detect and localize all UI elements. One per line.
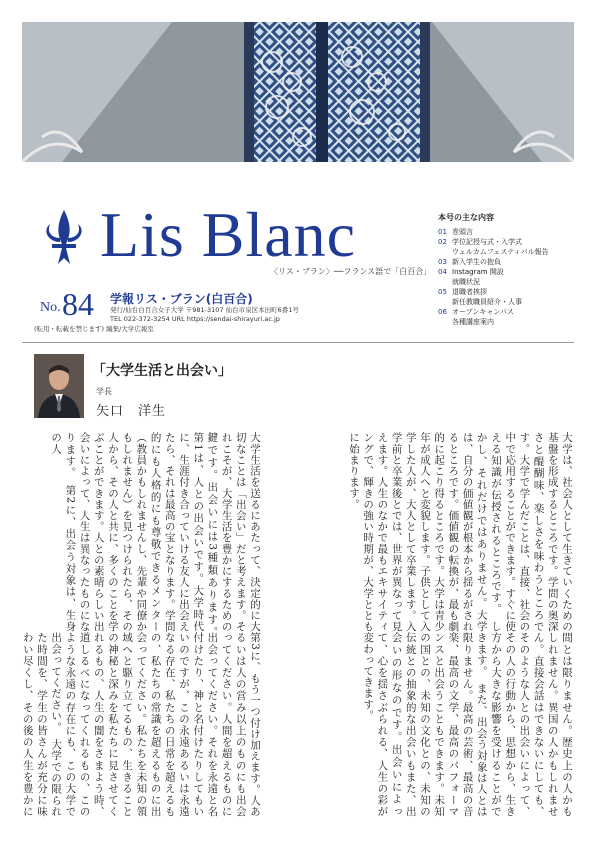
author-name: 矢口 洋生 (96, 404, 167, 419)
toc-label: 各種講座案内 (452, 318, 494, 326)
logo-wordmark: Lis Blanc (100, 199, 357, 270)
toc-item (438, 237, 578, 257)
toc-number: 06 (438, 308, 447, 316)
toc-label: 学位記授与式・入学式 (452, 238, 522, 246)
reprint-notice: (転用・転載を禁じます) 編集/大学広報室 (34, 325, 154, 333)
publisher-line: 発行/仙台白百合女子大学 〒981-3107 仙台市泉区本田町6番1号 (110, 306, 299, 314)
body-text: 大学は、社会人として生きていくための基盤を形成するところです。学問の奥深さと醍醐味、楽しさを味わうところです。大学で学んだことは、直接、社会の中で応用することができます。すぐに使える知識が伝授されるところです。 しかし、それだけではありません。大学は、自分の価値観が根本から揺るがされるところです。価値観の転換が、最も劇的に起こり得るところです。大学は青少年が成人へと変貌します。子供として入学した人が、大人として卒業します。入学前と卒業後とでは、世界が異なって見えます。人生のなかで最もエキサイティングで、輝きの強い時期が、大学とともに始まります。 (347, 432, 573, 632)
body-text: 第3に、もう一つ付け加えます。人あるいは人の営み以上のものにも出会ってください。人間を超えるものに出会ってください。それを永遠と名付けたり、神と名付けたりしてもいいのですが、この永遠あるいは永遠なる存在、私たちの日常を超えるもの、私たちの常識を超えるものに出会ってください。私たちを未知の領域へと駆り立てるもの、生きることの神秘と深みを私たちに見させてくれるもの、人生の闇をさまよう時、道しるべになってくれるもの、このような永遠の存在にも、この大学で出会ってください。 大学での限られた時間を、学生の皆さんが充分に味わい尽くし、その後の人生を豊かに (22, 632, 261, 817)
toc-number: 03 (438, 258, 447, 266)
toc-item (438, 287, 578, 307)
body-block-lower-left (22, 632, 262, 817)
body-text: 大学生活を送るにあたって、決定的に大切なことは「出会い」だと考えます。それこそが、大学生活を豊かにするための鍵です。出会いには3種類あります。 第1は、人との出会いです。大学時代に、生涯付き合っていける友人に出会えたら、それは最高の宝となります。学問的にも人格的にも尊敬できるメンター（教員かもしれませんし、先輩や同僚かもしれません）を見つけられたら、その人から、その人と共に、多くのことを学ぶことができます。人との素晴らしい出会いによって、人生は異なったものになります。 第2に、出会う対象は、生身の人 (50, 432, 261, 632)
contact-line: TEL 022-372-3254 URL https://sendai-shirayuri.ac.jp (110, 315, 280, 323)
section-divider (22, 342, 574, 343)
table-of-contents (438, 212, 578, 327)
toc-title: 本号の主な内容 (438, 213, 494, 222)
article-body-upper (22, 432, 574, 632)
toc-item (438, 267, 578, 287)
toc-number: 04 (438, 268, 447, 276)
header-photo (22, 22, 574, 162)
stained-glass-window (22, 22, 574, 162)
body-block-upper-left (22, 432, 262, 632)
author-role: 学長 (96, 387, 112, 396)
article-title: 「大学生活と出会い」 (92, 363, 232, 379)
publisher-info (110, 306, 299, 324)
toc-label: 新任教職員紹介・人事 (452, 298, 522, 306)
toc-item (438, 227, 578, 237)
toc-label: 巻頭言 (452, 228, 473, 236)
toc-number: 01 (438, 228, 447, 236)
publication-title: 学報リス・ブラン(白百合) (110, 292, 253, 306)
article-body-lower (22, 632, 574, 817)
toc-item (438, 257, 578, 267)
body-block-lower-right (262, 632, 574, 817)
logo-subtitle: 〈リス・ブラン〉──フランス語で「白百合」 (270, 267, 432, 276)
toc-label: オープンキャンパス (452, 308, 514, 316)
toc-number: 02 (438, 238, 447, 246)
portrait-image (34, 354, 84, 418)
issue-number: 84 (62, 286, 94, 322)
fleur-de-lis-icon (40, 208, 88, 270)
toc-label: Instagram 開設 (452, 268, 504, 276)
toc-label: 退職者挨拶 (452, 288, 487, 296)
author-portrait (34, 354, 84, 418)
toc-label: ウェルカムフェスティバル報告 (452, 248, 549, 256)
body-block-upper-right (262, 432, 574, 632)
toc-item (438, 307, 578, 327)
body-text: 間とは限りません。歴史上の人かもしれません。異国の人かもしれません。直接会話はできないにしても、そのような人との出会いによって、その人の行動から、思想から、生き方から大きな影響を受けることができます。 また、出会う対象は人とは限りません。最高の芸術、最高の音楽、最高の文学、最高のパフォーマンスと出会うこともできます。未知の国との、未知の文化との、未知の伝統との抽象的な出会いもまた、出会いの形なのです。出会いによって、心を揺さぶられる、人生の彩が変わってきます。 (362, 632, 573, 817)
toc-label: 就職状況 (452, 278, 480, 286)
issue-prefix: No. (40, 300, 61, 315)
toc-number: 05 (438, 288, 447, 296)
toc-label: 新入学生の抱負 (452, 258, 501, 266)
